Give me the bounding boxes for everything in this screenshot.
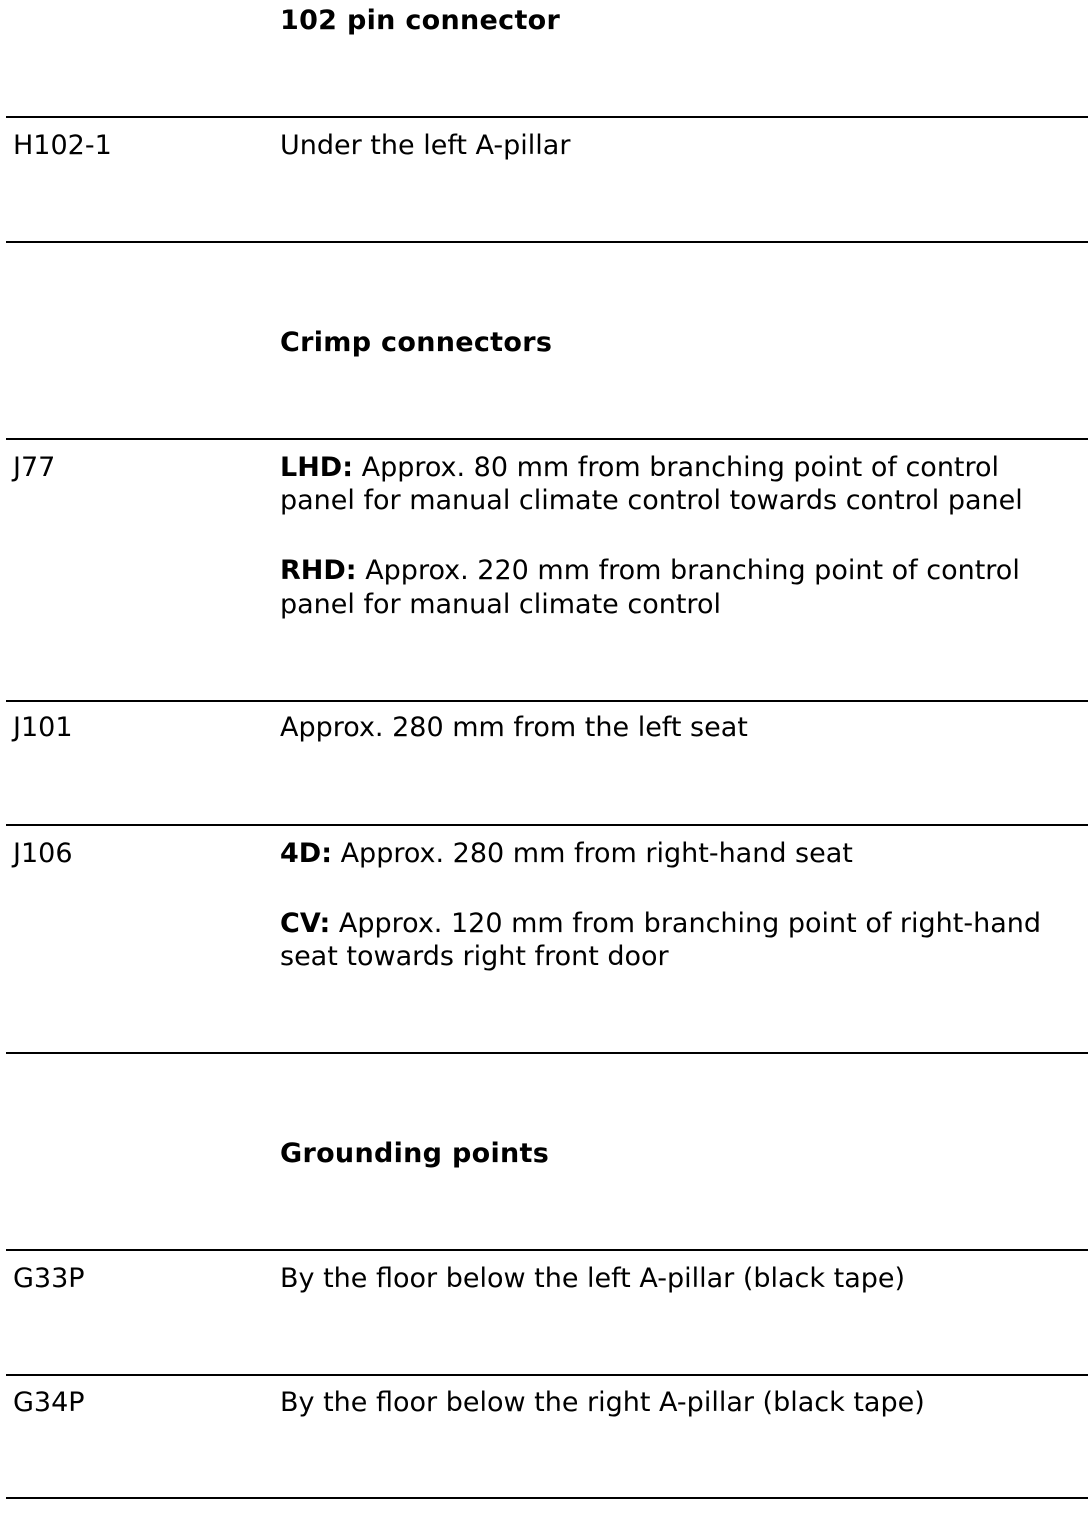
rhd-label: RHD: [280, 555, 357, 586]
rhd-text-line1: Approx. 220 mm from branching point of control [356, 555, 1020, 586]
connector-code-h102-1: H102-1 [13, 130, 112, 161]
grounding-code-g34p: G34P [13, 1387, 85, 1418]
connector-location-j106-4d [280, 837, 853, 870]
connector-location-j106-cv-cont: seat towards right front door [280, 941, 669, 972]
connector-location-j77-rhd [280, 554, 1020, 587]
connector-location-j106-cv [280, 907, 1041, 940]
section-heading-grounding-points: Grounding points [280, 1138, 550, 1169]
grounding-location-g33p: By the floor below the left A-pillar (black tape) [280, 1263, 906, 1294]
cv-label: CV: [280, 908, 331, 939]
row-divider [6, 241, 1088, 243]
row-divider [6, 1249, 1088, 1251]
lhd-label: LHD: [280, 452, 354, 483]
connector-code-j106: J106 [13, 838, 73, 869]
connector-location-j77-rhd-cont: panel for manual climate control [280, 589, 721, 620]
grounding-code-g33p: G33P [13, 1263, 85, 1294]
connector-location-j77-lhd-cont: panel for manual climate control towards control panel [280, 485, 1023, 516]
row-divider [6, 1374, 1088, 1376]
connector-location-h102-1: Under the left A-pillar [280, 130, 571, 161]
4d-text: Approx. 280 mm from right-hand seat [332, 838, 853, 869]
row-divider [6, 116, 1088, 118]
4d-label: 4D: [280, 838, 332, 869]
row-divider [6, 1052, 1088, 1054]
lhd-text-line1: Approx. 80 mm from branching point of control [353, 452, 1000, 483]
cv-text-line1: Approx. 120 mm from branching point of right-hand [330, 908, 1042, 939]
row-divider [6, 700, 1088, 702]
connector-code-j101: J101 [13, 712, 73, 743]
connector-code-j77: J77 [13, 452, 56, 483]
section-heading-pin-connector: 102 pin connector [280, 5, 561, 36]
row-divider [6, 824, 1088, 826]
grounding-location-g34p: By the floor below the right A-pillar (black tape) [280, 1387, 925, 1418]
row-divider [6, 1497, 1088, 1499]
connector-location-j77-lhd [280, 451, 999, 484]
connector-location-j101: Approx. 280 mm from the left seat [280, 712, 748, 743]
row-divider [6, 438, 1088, 440]
section-heading-crimp-connectors: Crimp connectors [280, 327, 553, 358]
